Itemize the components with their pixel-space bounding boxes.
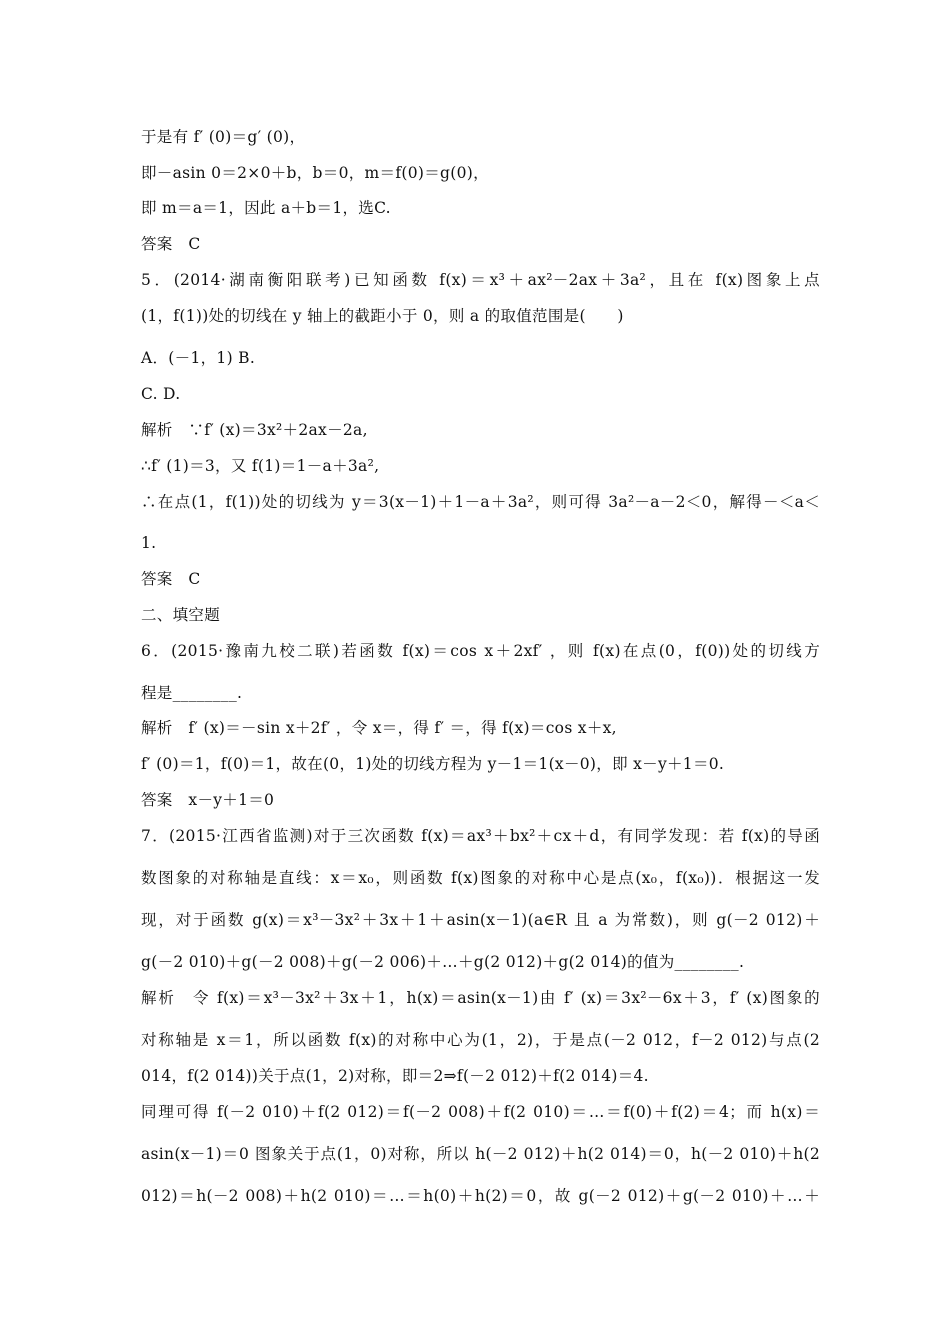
question-5-text: (1，f(1))处的切线在 y 轴上的截距小于 0，则 a 的取值范围是( ) xyxy=(141,307,624,325)
solution-line: 014，f(2 014))关于点(1，2)对称，即＝2⇒f(－2 012)＋f(2 014)＝4. xyxy=(141,1067,649,1085)
solution-line: 解析 f′ (x)＝－sin x＋2f′ ，令 x＝，得 f′ ＝，得 f(x)＝cos x＋x, xyxy=(141,719,617,737)
solution-line: 012)＝h(－2 008)＋h(2 010)＝…＝h(0)＋h(2)＝0，故 g(－2 012)＋g(－2 010)＋…＋ xyxy=(141,1187,820,1205)
question-6-text: 6．(2015·豫南九校二联)若函数 f(x)＝cos x＋2xf′ ，则 f(x)在点(0，f(0))处的切线方 xyxy=(141,642,820,660)
section-heading: 二、填空题 xyxy=(141,606,221,624)
text-line: 即－asin 0＝2×0＋b，b＝0，m＝f(0)＝g(0)， xyxy=(141,164,489,182)
solution-line: asin(x－1)＝0 图象关于点(1，0)对称，所以 h(－2 012)＋h(2 014)＝0，h(－2 010)＋h(2 xyxy=(141,1145,820,1163)
question-7-text: 7．(2015·江西省监测)对于三次函数 f(x)＝ax³＋bx²＋cx＋d，有同学发现：若 f(x)的导函 xyxy=(141,827,820,845)
solution-line: 1. xyxy=(141,534,157,552)
solution-line: ∴在点(1，f(1))处的切线为 y＝3(x－1)＋1－a＋3a²，则可得 3a²－a－2＜0，解得－＜a＜ xyxy=(141,493,820,511)
question-7-text: g(－2 010)＋g(－2 008)＋g(－2 006)＋…＋g(2 012)＋g(2 014)的值为________. xyxy=(141,953,745,971)
question-7-text: 数图象的对称轴是直线：x＝x₀，则函数 f(x)图象的对称中心是点(x₀，f(x₀))．根据这一发 xyxy=(141,869,820,887)
solution-line: f′ (0)＝1，f(0)＝1，故在(0，1)处的切线方程为 y－1＝1(x－0)，即 x－y＋1＝0. xyxy=(141,755,725,773)
solution-line: 同理可得 f(－2 010)＋f(2 012)＝f(－2 008)＋f(2 010)＝…＝f(0)＋f(2)＝4；而 h(x)＝ xyxy=(141,1103,820,1121)
solution-line: 解析 ∵f′ (x)＝3x²＋2ax－2a, xyxy=(141,421,368,439)
solution-line: 解析 令 f(x)＝x³－3x²＋3x＋1，h(x)＝asin(x－1)由 f′ (x)＝3x²－6x＋3，f′ (x)图象的 xyxy=(141,989,820,1007)
answer-line: 答案 x－y＋1＝0 xyxy=(141,791,275,809)
answer-line: 答案 C xyxy=(141,235,201,253)
question-6-text: 程是________. xyxy=(141,684,243,702)
solution-line: 对称轴是 x＝1，所以函数 f(x)的对称中心为(1，2)，于是点(－2 012，f－2 012)与点(2 xyxy=(141,1031,820,1049)
question-7-text: 现，对于函数 g(x)＝x³－3x²＋3x＋1＋asin(x－1)(a∈R 且 a 为常数)，则 g(－2 012)＋ xyxy=(141,911,820,929)
question-5-text: 5．(2014·湖南衡阳联考)已知函数 f(x)＝x³＋ax²－2ax＋3a²，且在 f(x)图象上点 xyxy=(141,271,820,289)
solution-line: ∴f′ (1)＝3，又 f(1)＝1－a＋3a², xyxy=(141,457,380,475)
text-line: 即 m＝a＝1，因此 a＋b＝1，选C. xyxy=(141,199,391,217)
text-line: 于是有 f′ (0)＝g′ (0)， xyxy=(141,128,306,146)
answer-line: 答案 C xyxy=(141,570,201,588)
option-line: A．(－1，1) B. xyxy=(141,349,256,367)
option-line: C. D. xyxy=(141,385,181,403)
